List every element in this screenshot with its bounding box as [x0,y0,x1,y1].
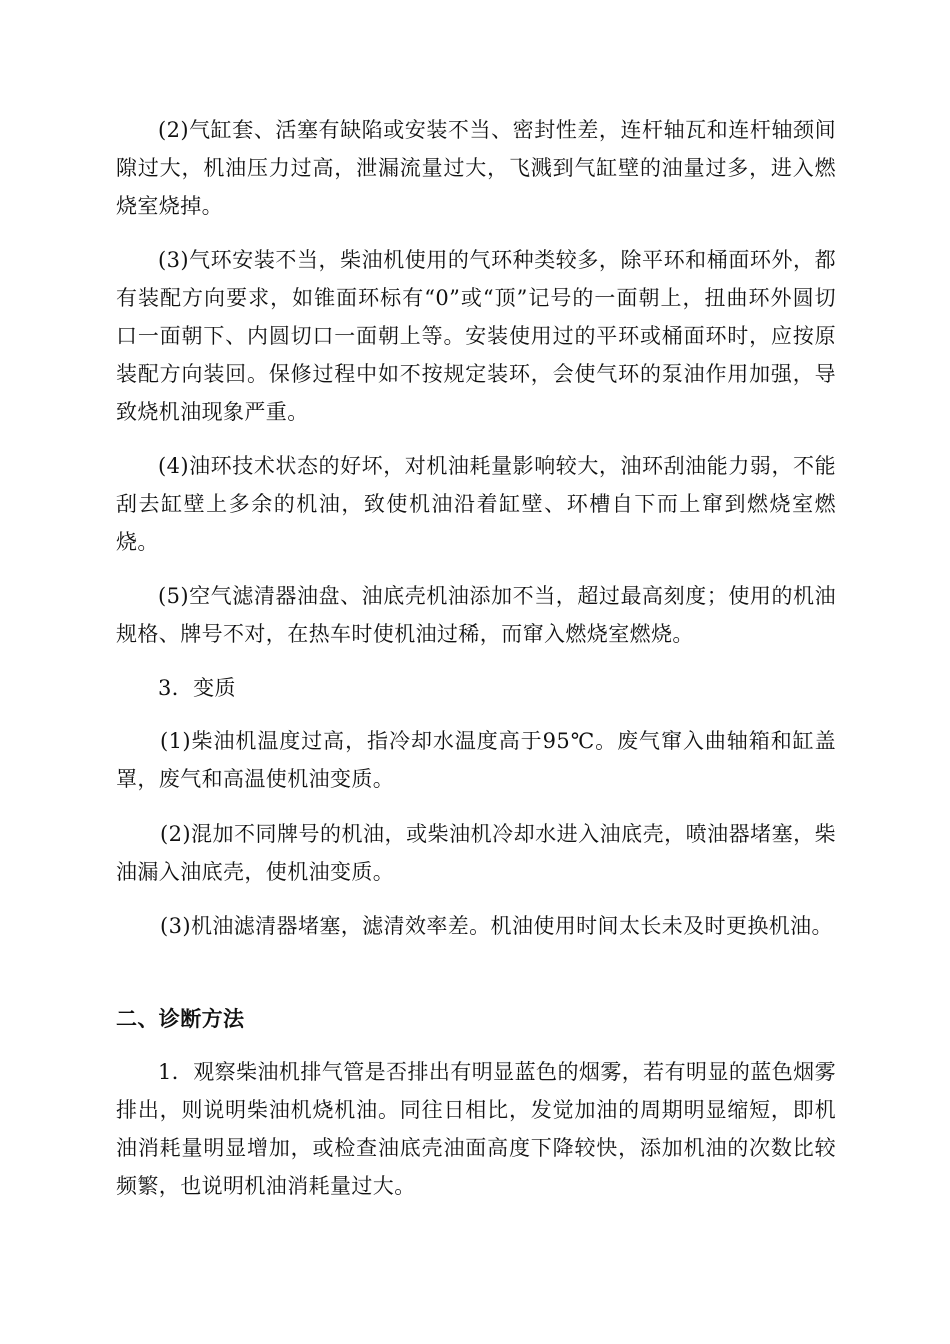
paragraph-cause-5: (5)空气滤清器油盘、油底壳机油添加不当，超过最高刻度；使用的机油规格、牌号不对，在热车时使机油过稀，而窜入燃烧室燃烧。 [116,584,836,646]
paragraph-cause-3: (3)气环安装不当，柴油机使用的气环种类较多，除平环和桶面环外，都有装配方向要求，如锥面环标有“0”或“顶”记号的一面朝上，扭曲环外圆切口一面朝下、内圆切口一面朝上等。安装使用过的平环或桶面环时，应按原装配方向装回。保修过程中如不按规定装环，会使气环的泵油作用加强，导致烧机油现象严重。 [116,248,836,424]
paragraph-cause-2: (2)气缸套、活塞有缺陷或安装不当、密封性差，连杆轴瓦和连杆轴颈间隙过大，机油压力过高，泄漏流量过大，飞溅到气缸壁的油量过多，进入燃烧室烧掉。 [116,118,836,218]
paragraph-deterioration-3: (3)机油滤清器堵塞，滤清效率差。机油使用时间太长未及时更换机油。 [160,914,833,938]
paragraph-deterioration-2: (2)混加不同牌号的机油，或柴油机冷却水进入油底壳，喷油器堵塞，柴油漏入油底壳，使机油变质。 [116,822,836,884]
subheading-deterioration: 3．变质 [158,676,236,700]
paragraph-diagnosis-1: 1．观察柴油机排气管是否排出有明显蓝色的烟雾，若有明显的蓝色烟雾排出，则说明柴油机烧机油。同往日相比，发觉加油的周期明显缩短，即机油消耗量明显增加，或检查油底壳油面高度下降较快，添加机油的次数比较频繁，也说明机油消耗量过大。 [116,1060,836,1198]
section-heading-diagnosis: 二、诊断方法 [116,1007,245,1031]
paragraph-cause-4: (4)油环技术状态的好坏，对机油耗量影响较大，油环刮油能力弱，不能刮去缸壁上多余的机油，致使机油沿着缸壁、环槽自下而上窜到燃烧室燃烧。 [116,454,836,554]
paragraph-deterioration-1: (1)柴油机温度过高，指冷却水温度高于95℃。废气窜入曲轴箱和缸盖罩，废气和高温使机油变质。 [116,729,836,791]
